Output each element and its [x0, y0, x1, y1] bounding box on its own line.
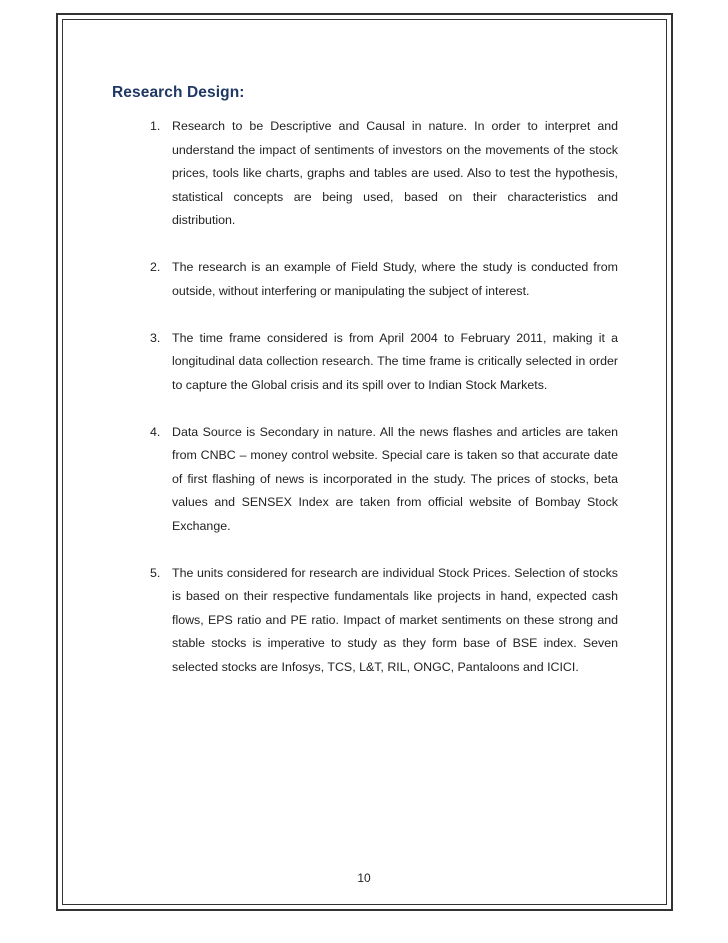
list-item-text: The time frame considered is from April 2004 to February 2011, making it a longitudinal data collection research. The time frame is critically selected in order to capture the Global crisis and its spill over to Indian Stock Markets.	[172, 330, 618, 392]
list-item-number: 2.	[150, 260, 161, 274]
list-item-number: 4.	[150, 424, 161, 439]
section-heading: Research Design:	[112, 84, 245, 101]
list-item-text: Data Source is Secondary in nature. All the news flashes and articles are taken from CNBC – money control website. Special care is taken so that accurate date of first flashing of news is incorporated in the study. The prices of stocks, beta values and SENSEX Index are taken from official website of Bombay Stock Exchange.	[172, 424, 618, 533]
page-number: 10	[357, 871, 371, 885]
list-item	[112, 327, 618, 398]
list-item-text: Research to be Descriptive and Causal in nature. In order to interpret and understand the impact of sentiments of investors on the movements of the stock prices, tools like charts, graphs and tables are used. Also to test the hypothesis, statistical concepts are being used, based on their characteristics and distribution.	[172, 119, 618, 227]
list-item	[112, 256, 618, 303]
list-item	[112, 421, 618, 539]
list-item-number: 5.	[150, 565, 161, 580]
list-item-text: The research is an example of Field Study, where the study is conducted from outside, without interfering or manipulating the subject of interest.	[172, 260, 618, 298]
document-body	[112, 84, 618, 703]
list-item	[112, 562, 618, 680]
list-item	[112, 115, 618, 233]
research-design-list	[112, 115, 618, 679]
list-item-number: 3.	[150, 330, 161, 345]
list-item-text: The units considered for research are individual Stock Prices. Selection of stocks is based on their respective fundamentals like projects in hand, expected cash flows, EPS ratio and PE ratio. Impact of market sentiments on these strong and stable stocks is imperative to study as they form base of BSE index. Seven selected stocks are Infosys, TCS, L&T, RIL, ONGC, Pantaloons and ICICI.	[172, 565, 618, 674]
list-item-number: 1.	[150, 119, 161, 133]
